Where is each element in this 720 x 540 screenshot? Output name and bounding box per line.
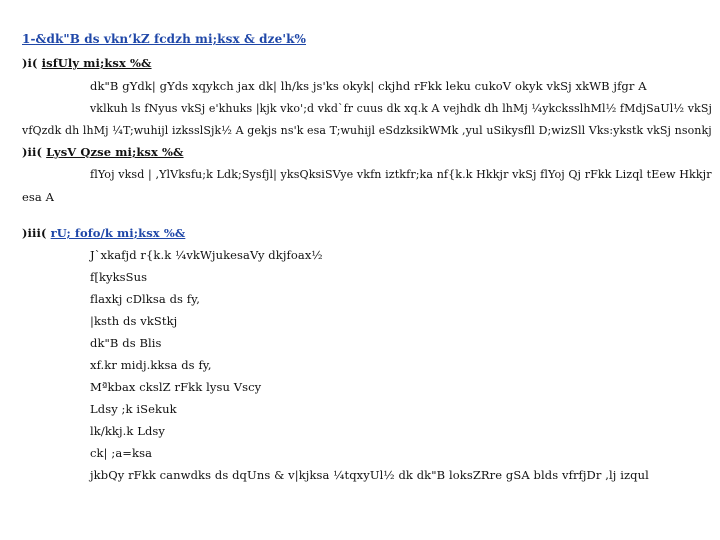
list-item: ck| ;a=ksa	[90, 446, 153, 460]
section-ii-heading	[22, 145, 184, 159]
list-item: jkbQy rFkk canwdks ds dqUns & v|kjksa ¼tqxyUl½ dk dk"B loksZRre gSA blds vfrfjDr ,lj izqul	[90, 468, 649, 482]
list-item: flaxkj cDlksa ds fy,	[90, 292, 200, 306]
section-iii-label: rU; fofo/k mi;ksx %&	[50, 226, 186, 240]
list-item: Ldsy ;k iSekuk	[90, 402, 177, 416]
list-item: Mªkbax ckslZ rFkk lysu Vscy	[90, 380, 262, 394]
section-i-marker: )i(	[22, 56, 38, 70]
section-ii-line-1: flYoj vksd | ,YlVksfu;k Ldk;Sysfjl| yksQksiSVye vkfn iztkfr;ka nf{k.k Hkkjr vkSj flYoj Qj rFkk Lizql tEew Hkkjr	[90, 167, 712, 181]
section-i-line-1: dk"B gYdk| gYds xqykch jax dk| lh/ks js'ks okyk| ckjhd rFkk leku cukoV okyk vkSj xkWB jfgr A	[90, 79, 647, 93]
section-i-line-2: vklkuh ls fNyus vkSj e'khuks |kjk vko';d vkd`fr cuus dk xq.k A vejhdk dh lhMj ¼ykcksslhMl½ fMdjSaUl½ vkSj	[90, 101, 712, 115]
list-item: xf.kr midj.kksa ds fy,	[90, 358, 212, 372]
list-item: f[kyksSus	[90, 270, 148, 284]
list-item: lk/kkj.k Ldsy	[90, 424, 165, 438]
heading-number: 1-	[22, 32, 36, 46]
section-ii-label: LysV Qzse mi;ksx %&	[46, 145, 184, 159]
section-ii-line-2: esa A	[22, 190, 55, 204]
section-ii-marker: )ii(	[22, 145, 43, 159]
heading-text: &dk"B ds vkn‘kZ fcdzh mi;ksx & dze'k%	[35, 32, 307, 46]
section-iii-heading	[22, 226, 185, 240]
section-iii-marker: )iii(	[22, 226, 47, 240]
list-item: J`xkafjd r{k.k ¼vkWjukesaVy dkjfoax½	[90, 248, 323, 262]
list-item: dk"B ds Blis	[90, 336, 162, 350]
page-heading	[22, 32, 306, 46]
section-i-heading	[22, 56, 152, 70]
section-i-line-3: vfQzdk dh lhMj ¼T;wuhijl izksslSjk½ A gekjs ns'k esa T;wuhijl eSdzksikWMk ,yul uSikysfll D;wizSll Vks:ykstk vkSj nsonkj	[22, 123, 712, 137]
section-i-label: isfUly mi;ksx %&	[41, 56, 152, 70]
list-item: |ksth ds vkStkj	[90, 314, 178, 328]
